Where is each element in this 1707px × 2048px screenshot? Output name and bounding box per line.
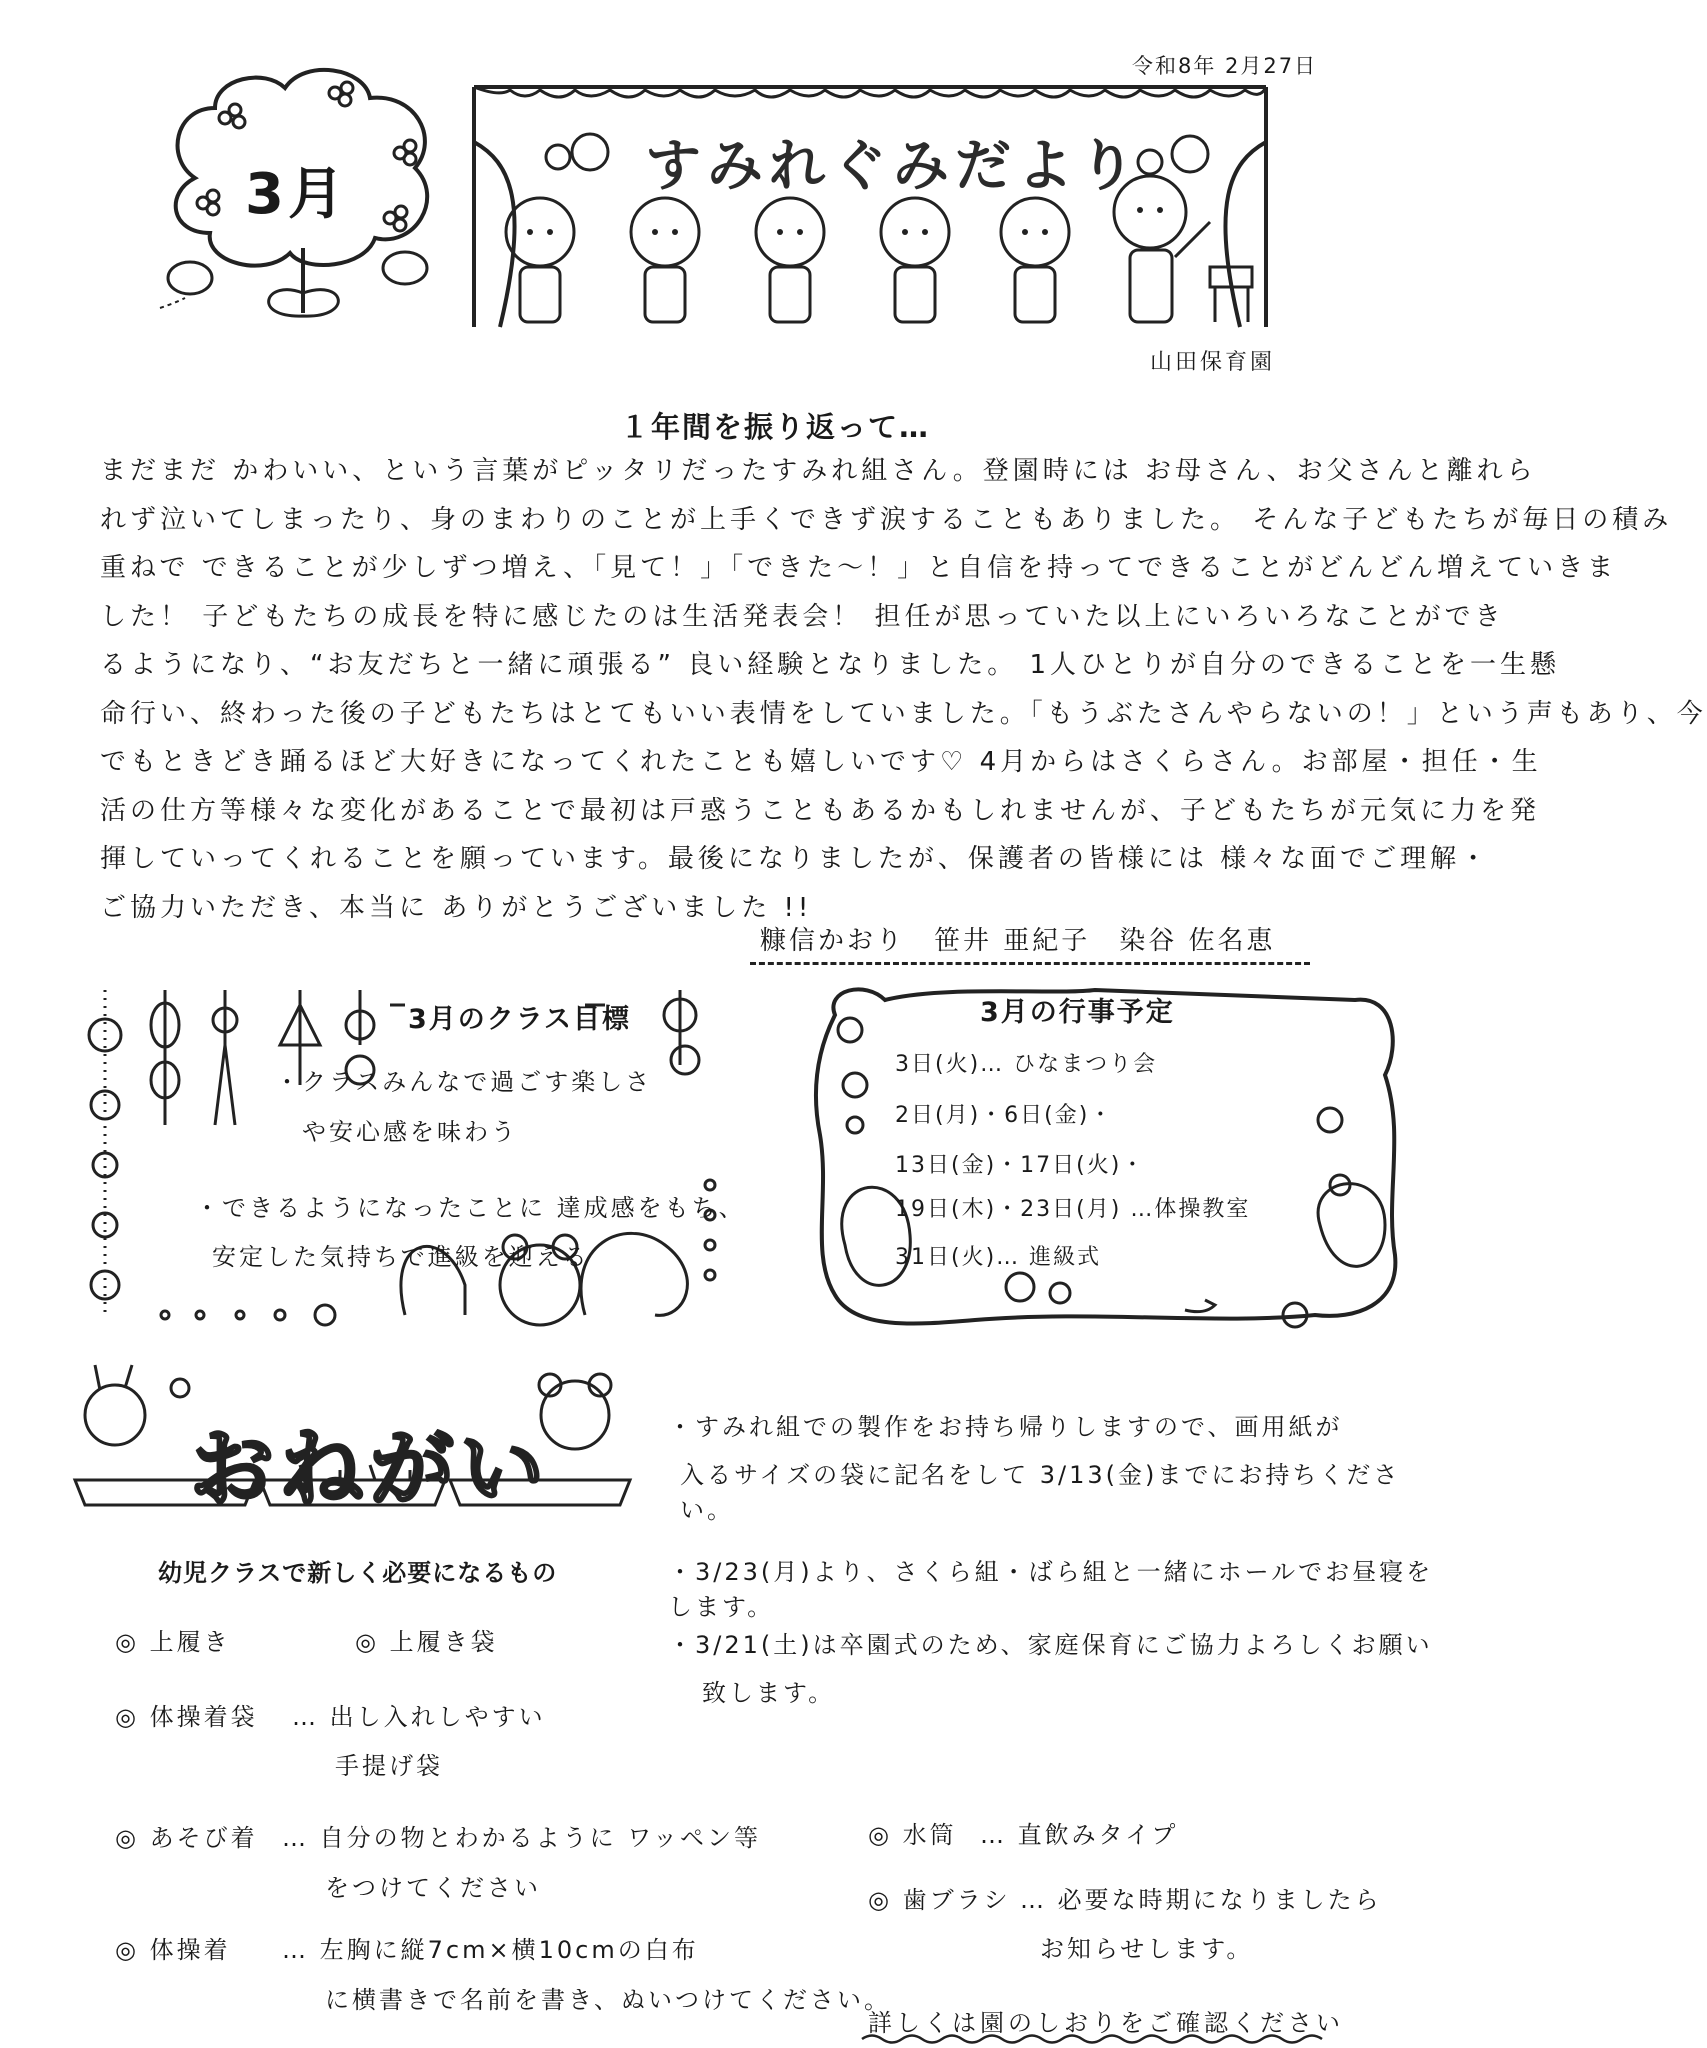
needs-heading: 幼児クラスで新しく必要になるもの bbox=[158, 1559, 558, 1587]
event-item: 31日(火)… 進級式 bbox=[895, 1245, 1102, 1270]
event-item: 3日(火)… ひなまつり会 bbox=[895, 1052, 1158, 1077]
curtain-stage-frame bbox=[470, 82, 1270, 342]
notice-line: ・すみれ組での製作をお持ち帰りしますので、画用紙が bbox=[668, 1413, 1343, 1441]
needed-item-desc: … 直飲みタイプ bbox=[980, 1821, 1179, 1849]
notice-line: 入るサイズの袋に記名をして 3/13(金)までにお持ちください。 bbox=[680, 1461, 1401, 1524]
needed-item-name: ◎ 上履き袋 bbox=[355, 1628, 498, 1656]
reflection-body bbox=[100, 447, 1707, 932]
reflection-heading: １年間を振り返って… bbox=[620, 410, 931, 444]
goals-heading: 3月のクラス目標 bbox=[408, 1004, 631, 1035]
needed-item-desc: … 必要な時期になりましたら bbox=[1020, 1886, 1382, 1914]
reflection-line: でもときどき踊るほど大好きになってくれたことも嬉しいです♡ 4月からはさくらさん。お部屋・担任・生 bbox=[100, 747, 1542, 777]
requests-heading: おねがい bbox=[190, 1420, 551, 1518]
reflection-line: 活の仕方等様々な変化があることで最初は戸惑うこともあるかもしれませんが、子どもたちが元気に力を発 bbox=[100, 795, 1541, 826]
reflection-line: 命行い、終わった後の子どもたちはとてもいい表情をしていました。「もうぶたさんやらないの！」という声もあり、今 bbox=[100, 698, 1707, 729]
event-item: 19日(木)・23日(月) …体操教室 bbox=[895, 1197, 1251, 1222]
reflection-line: まだまだ かわいい、という言葉がピッタリだったすみれ組さん。登園時には お母さん、お父さんと離れら bbox=[100, 456, 1537, 486]
notice-line: 致します。 bbox=[702, 1679, 836, 1707]
closing-note: 詳しくは園のしおりをご確認ください bbox=[868, 2009, 1344, 2037]
event-item: 13日(金)・17日(火)・ bbox=[895, 1153, 1146, 1178]
needed-item-desc: に横書きで名前を書き、ぬいつけてください。 bbox=[325, 1986, 892, 2014]
goals-decoration bbox=[85, 985, 745, 1330]
needed-item-desc: … 出し入れしやすい bbox=[292, 1703, 546, 1731]
goal-line: ・クラスみんなで過ごす楽しさ bbox=[275, 1068, 653, 1096]
notice-line: ・3/23(月)より、さくら組・ばら組と一緒にホールでお昼寝をします。 bbox=[668, 1558, 1434, 1621]
event-item: 2日(月)・6日(金)・ bbox=[895, 1103, 1114, 1128]
needed-item-desc: … 自分の物とわかるように ワッペン等 bbox=[282, 1824, 762, 1852]
signature-underline bbox=[750, 962, 1310, 965]
needed-item-name: ◎ 体操着 bbox=[115, 1936, 231, 1964]
goal-line: ・できるようになったことに 達成感をもち、 bbox=[195, 1194, 746, 1222]
school-name: 山田保育園 bbox=[1150, 350, 1276, 375]
needed-item-name: ◎ 体操着袋 bbox=[115, 1703, 258, 1731]
closing-wavy-underline bbox=[862, 2032, 1322, 2046]
reflection-line: した！ 子どもたちの成長を特に感じたのは生活発表会！ 担任が思っていた以上にいろいろなことができ bbox=[100, 601, 1505, 632]
month-label: 3月 bbox=[245, 162, 348, 227]
reflection-line: 揮していってくれることを願っています。最後になりましたが、保護者の皆様には 様々な面でご理解・ bbox=[100, 844, 1491, 874]
needed-item-name: ◎ 上履き bbox=[115, 1628, 231, 1656]
newsletter-title: すみれぐみだより bbox=[645, 134, 1141, 199]
issue-date: 令和8年 2月27日 bbox=[1132, 54, 1318, 78]
goal-line: 安定した気持ちで進級を迎える bbox=[212, 1243, 590, 1271]
reflection-line: るようになり、“お友だちと一緒に頑張る” 良い経験となりました。 1人ひとりが自分のできることを一生懸 bbox=[100, 650, 1561, 680]
goal-line: や安心感を味わう bbox=[302, 1118, 518, 1146]
needed-item-desc: 手提げ袋 bbox=[335, 1752, 443, 1780]
reflection-line: 重ねで できることが少しずつ増え、「見て！」「できた～！」と自信を持ってできることがどんどん増えていきま bbox=[100, 553, 1618, 583]
reflection-line: ご協力いただき、本当に ありがとうございました !! bbox=[100, 892, 813, 923]
teacher-signatures: 糠信かおり 笹井 亜紀子 染谷 佐名恵 bbox=[760, 926, 1276, 956]
needed-item-name: ◎ あそび着 bbox=[115, 1824, 258, 1852]
reflection-line: れず泣いてしまったり、身のまわりのことが上手くできず涙することもありました。 そんな子どもたちが毎日の積み bbox=[100, 504, 1673, 535]
needed-item-desc: … 左胸に縦7cm×横10cmの白布 bbox=[282, 1936, 699, 1964]
events-heading: 3月の行事予定 bbox=[980, 997, 1175, 1028]
notice-line: ・3/21(土)は卒園式のため、家庭保育にご協力よろしくお願い bbox=[668, 1631, 1433, 1659]
needed-item-name: ◎ 歯ブラシ bbox=[868, 1886, 1011, 1914]
needed-item-desc: お知らせします。 bbox=[1040, 1935, 1254, 1963]
needed-item-name: ◎ 水筒 bbox=[868, 1821, 957, 1849]
needed-item-desc: をつけてください bbox=[325, 1874, 541, 1902]
